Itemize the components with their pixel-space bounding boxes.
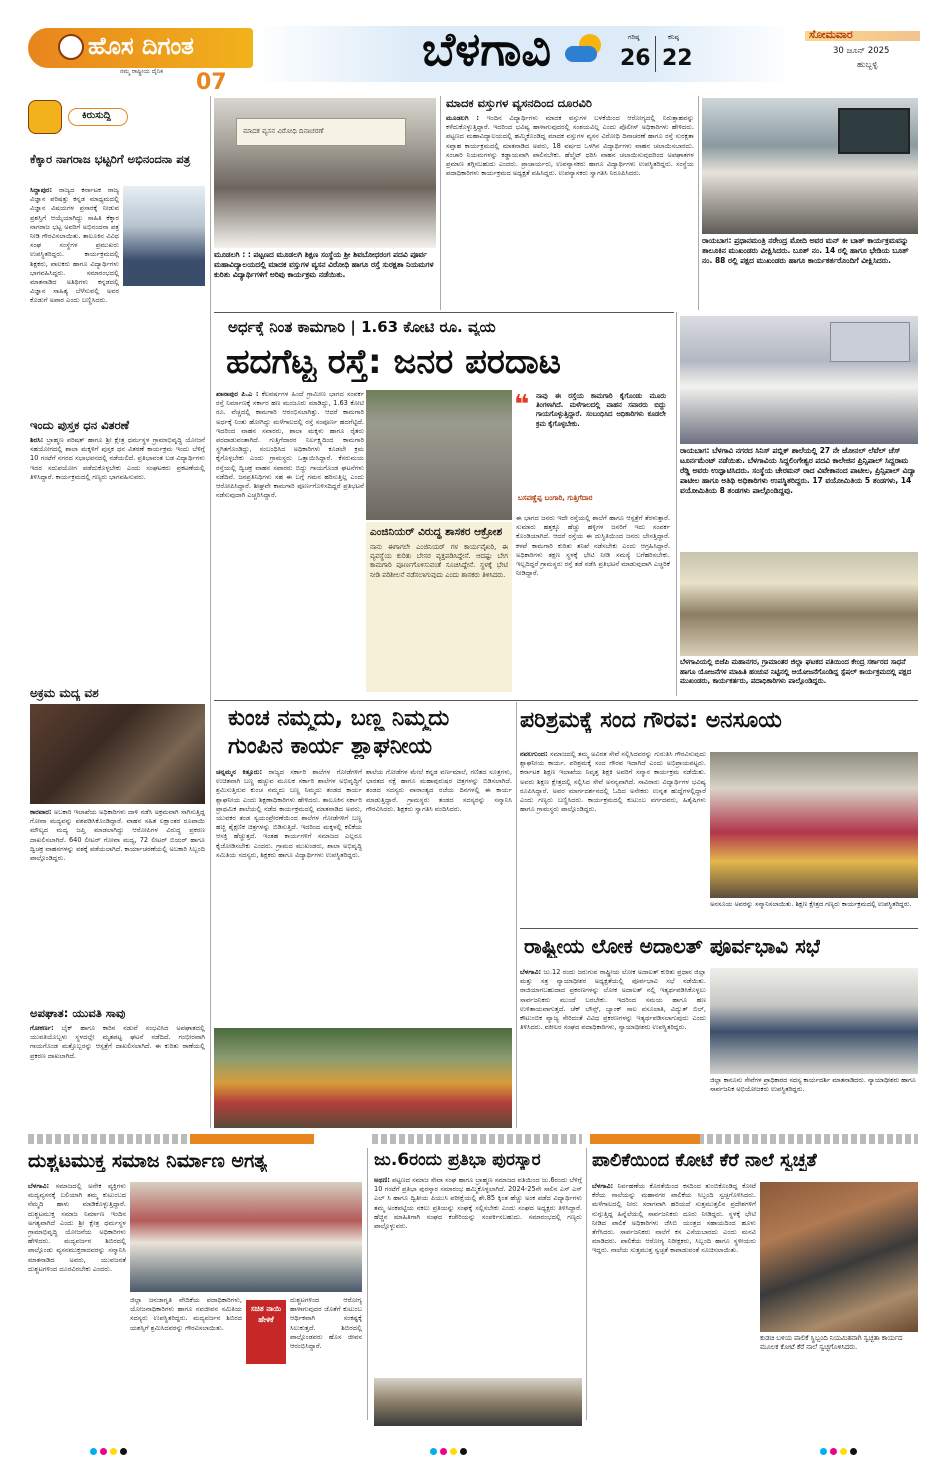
bottom-bar-left-accent bbox=[190, 1134, 314, 1144]
date-block bbox=[805, 28, 925, 80]
temp-min-label: ಕನಿಷ್ಠ bbox=[668, 33, 679, 41]
pratibha-headline: ಜು.6ರಂದು ಪ್ರತಿಭಾ ಪುರಸ್ಕಾರ bbox=[374, 1150, 541, 1170]
kirusuddi-icon bbox=[28, 100, 62, 134]
parishrama-article: ನವಲಗುಂದ: ಸಮಾಜದಲ್ಲಿ ತಮ್ಮ ಅವಿರತ ಸೇವೆ ಸಲ್ಲಿಸಿದವರನ್ನು ಗುರುತಿಸಿ ಗೌರವಿಸುವುದು ಶ್ಲಾಘನೀಯ ಕಾರ್ಯ. ಪರಿಶ್ರಮಕ್ಕೆ ಸಂದ ಗೌರವ ಇದಾಗಿದೆ ಎಂದು ಅಭಿಪ್ರಾಯಪಟ್ಟರು. ಕರ್ನಾಟಕ ಶಿಕ್ಷಣ ಇಲಾಖೆಯ ನಿವೃತ್ತ ಶಿಕ್ಷಕಿ ಅವರಿಗೆ ಸನ್ಮಾನ ಕಾರ್ಯಕ್ರಮ ನಡೆಯಿತು. ಅವರು ಶಿಕ್ಷಣ ಕ್ಷೇತ್ರದಲ್ಲಿ ಸಲ್ಲಿಸಿದ ಸೇವೆ ಅನನ್ಯವಾಗಿದೆ. ಸಾವಿರಾರು ವಿದ್ಯಾರ್ಥಿಗಳ ಭವಿಷ್ಯ ರೂಪಿಸಿದ್ದಾರೆ. ಅವರ ಮಾರ್ಗದರ್ಶನದಲ್ಲಿ ಓದಿದ ಅನೇಕರು ಉನ್ನತ ಹುದ್ದೆಗಳಲ್ಲಿದ್ದಾರೆ ಎಂದು ಗಣ್ಯರು ಬಣ್ಣಿಸಿದರು. ಕಾರ್ಯಕ್ರಮದಲ್ಲಿ ಕುಟುಂಬ ವರ್ಗದವರು, ಹಿತೈಷಿಗಳು ಹಾಗೂ ಗ್ರಾಮಸ್ಥರು ಪಾಲ್ಗೊಂಡಿದ್ದರು. bbox=[520, 750, 706, 814]
temp-max: 26 bbox=[620, 46, 651, 71]
chess-event-photo bbox=[680, 316, 918, 444]
apaghata-article: ಗೋಕರ್ಣ: ಬೈಕ್ ಹಾಗೂ ಕಾರಿನ ನಡುವೆ ಸಂಭವಿಸಿದ ಅಪಘಾತದಲ್ಲಿ ಯುವತಿಯೊಬ್ಬಳು ಸ್ಥಳದಲ್ಲೇ ಮೃತಪಟ್ಟ ಘಟನೆ ನಡೆದಿದೆ. ಗಂಭೀರವಾಗಿ ಗಾಯಗೊಂಡ ಮತ್ತೊಬ್ಬರನ್ನು ಆಸ್ಪತ್ರೆಗೆ ದಾಖಲಿಸಲಾಗಿದೆ. ಈ ಕುರಿತು ಠಾಣೆಯಲ್ಲಿ ಪ್ರಕರಣ ದಾಖಲಾಗಿದೆ. bbox=[30, 1024, 205, 1060]
left-col-divider bbox=[210, 96, 211, 1128]
stage-screen bbox=[830, 322, 910, 362]
bottom-divider-1 bbox=[367, 1148, 368, 1420]
pratibha-article: ಅಥಣಿ: ಪಟ್ಟಣದ ಸಮಾಜ ಸೇವಾ ಸಂಘ ಹಾಗೂ ಬ್ರಾಹ್ಮಣ ಸಮಾಜದ ವತಿಯಿಂದ ಜು.6ರಂದು ಬೆಳಿಗ್ಗೆ 10 ಗಂಟೆಗೆ ಪ್ರತಿಭಾ ಪುರಸ್ಕಾರ ಸಮಾರಂಭ ಹಮ್ಮಿಕೊಳ್ಳಲಾಗಿದೆ. 2024-25ನೇ ಸಾಲಿನ ಎಸ್ ಎಸ್ ಎಲ್ ಸಿ ಹಾಗೂ ದ್ವಿತೀಯ ಪಿಯುಸಿ ಪರೀಕ್ಷೆಯಲ್ಲಿ ಶೇ.85 ಕ್ಕಿಂತ ಹೆಚ್ಚು ಅಂಕ ಪಡೆದ ವಿದ್ಯಾರ್ಥಿಗಳು ತಮ್ಮ ಅಂಕಪಟ್ಟಿಯ ನಕಲು ಪ್ರತಿಯನ್ನು ಸಂಘಕ್ಕೆ ಸಲ್ಲಿಸಬೇಕು ಎಂದು ಸಂಘದ ಅಧ್ಯಕ್ಷರು ತಿಳಿಸಿದ್ದಾರೆ. ಹೆಚ್ಚಿನ ಮಾಹಿತಿಗಾಗಿ ಸಂಘದ ಕಚೇರಿಯನ್ನು ಸಂಪರ್ಕಿಸಬಹುದು. ಸಮಾರಂಭದಲ್ಲಿ ಗಣ್ಯರು ಪಾಲ್ಗೊಳ್ಳುವರು. bbox=[374, 1176, 582, 1231]
color-registration-dots-mid bbox=[430, 1440, 470, 1459]
color-registration-dots-right bbox=[820, 1440, 860, 1459]
bjp-meeting-photo bbox=[680, 552, 918, 656]
moodalagi-caption: ಮೂಡಲಗಿ : : ಪಟ್ಟಣದ ಮೂಡಲಗಿ ಶಿಕ್ಷಣ ಸಂಸ್ಥೆಯ ಶ್ರೀ ಶಿವಬೋಧರಂಗ ಪದವಿ ಪೂರ್ವ ಮಹಾವಿದ್ಯಾಲಯದಲ್ಲಿ ಮಾದಕ ವಸ್ತುಗಳ ವ್ಯಸನ ವಿರೋಧಿ ಹಾಗೂ ರಸ್ತೆ ಸುರಕ್ಷತಾ ನಿಯಮಗಳ ಕುರಿತು ವಿದ್ಯಾರ್ಥಿಗಳಿಗೆ ಅರಿವು ಕಾರ್ಯಕ್ರಮ ನಡೆಯಿತು. bbox=[214, 250, 434, 279]
kirusuddi-title-text: ಕೆಕ್ಕಾರ ನಾಗರಾಜ ಭಟ್ಟರಿಗೆ ಅಭಿನಂದನಾ ಪತ್ರ bbox=[30, 152, 191, 166]
kuncha-headline-2: ಗುಂಪಿನ ಕಾರ್ಯ ಶ್ಲಾಘನೀಯ bbox=[228, 734, 433, 759]
quote-box bbox=[514, 390, 670, 510]
dushchata-article-col3: ದುಶ್ಚಟಗಳಿಂದ ಆರೋಗ್ಯ ಹಾಳಾಗುವುದರ ಜೊತೆಗೆ ಕುಟುಂಬ ಆರ್ಥಿಕವಾಗಿ ಸಂಕಷ್ಟಕ್ಕೆ ಸಿಲುಕುತ್ತದೆ. ಶಿಬಿರದಲ್ಲಿ ಪಾಲ್ಗೊಂಡವರು ಹೊಸ ಜೀವನ ಆರಂಭಿಸಿದ್ದಾರೆ. bbox=[290, 1296, 362, 1351]
akrama-title: ಅಕ್ರಮ ಮದ್ಯ ವಶ bbox=[30, 686, 99, 700]
bjp-meeting-caption: ಬೆಳಗಾವಿಯಲ್ಲಿ ಬಿಜೆಪಿ ಮಹಾನಗರ, ಗ್ರಾಮಾಂತರ ಜಿಲ್ಲಾ ಘಟಕದ ವತಿಯಿಂದ ಕೇಂದ್ರ ಸರ್ಕಾರದ ಸಾಧನೆ ಹಾಗೂ ಯೋಜನೆಗಳ ಮಾಹಿತಿ ಹಂಚುವ ನಿಟ್ಟಿನಲ್ಲಿ ಆಯೋಜನೆಗೊಂಡಿದ್ದ ಸ್ಪೆಷಲ್ ಕಾರ್ಯಕ್ರಮದಲ್ಲಿ ಪಕ್ಷದ ಮುಖಂಡರು, ಕಾರ್ಯಕರ್ತರು, ಪದಾಧಿಕಾರಿಗಳು ಪಾಲ್ಗೊಂಡಿದ್ದರು. bbox=[680, 658, 912, 685]
temp-min: 22 bbox=[662, 46, 693, 71]
brand-logo-icon bbox=[58, 34, 84, 60]
color-registration-dots-left bbox=[90, 1440, 130, 1459]
madaka-article: ಮೂಡಲಗಿ : ಇಂದಿನ ವಿದ್ಯಾರ್ಥಿಗಳು ಮಾದಕ ವಸ್ತುಗಳ ಬಳಕೆಯಿಂದ ಆರೋಗ್ಯದಲ್ಲಿ ನಿರುತ್ಸಾಹವನ್ನು ಕಳೆದುಕೊಳ್ಳುತ್ತಿದ್ದಾರೆ. ಇದರಿಂದ ಭವಿಷ್ಯ ಹಾಳಾಗುವುದರಲ್ಲಿ ಸಂಶಯವಿಲ್ಲ ಎಂದು ಪೊಲೀಸ್ ಅಧಿಕಾರಿಗಳು ಹೇಳಿದರು. ಪಟ್ಟಣದ ಮಹಾವಿದ್ಯಾಲಯದಲ್ಲಿ ಹಮ್ಮಿಕೊಂಡಿದ್ದ ಮಾದಕ ವಸ್ತುಗಳ ವ್ಯಸನ ವಿರೋಧಿ ದಿನಾಚರಣೆ ಹಾಗೂ ರಸ್ತೆ ಸುರಕ್ಷತಾ ಸಪ್ತಾಹ ಕಾರ್ಯಕ್ರಮದಲ್ಲಿ ಮಾತನಾಡಿದ ಅವರು, 18 ವರ್ಷದ ಒಳಗಿನ ವಿದ್ಯಾರ್ಥಿಗಳು ವಾಹನ ಚಲಾಯಿಸಬಾರದು. ಸಂಚಾರಿ ನಿಯಮಗಳನ್ನು ಕಡ್ಡಾಯವಾಗಿ ಪಾಲಿಸಬೇಕು. ಹೆಲ್ಮೆಟ್ ಧರಿಸಿ ವಾಹನ ಚಲಾಯಿಸುವುದರಿಂದ ಅಪಘಾತಗಳ ಪ್ರಮಾಣ ತಗ್ಗಿಸಬಹುದು ಎಂದರು. ಪ್ರಾಚಾರ್ಯರು, ಉಪನ್ಯಾಸಕರು ಹಾಗೂ ವಿದ್ಯಾರ್ಥಿಗಳು ಉಪಸ್ಥಿತರಿದ್ದರು. ಸಂಸ್ಥೆಯ ಪದಾಧಿಕಾರಿಗಳು ಕಾರ್ಯಕ್ರಮದ ಅಧ್ಯಕ್ಷತೆ ವಹಿಸಿದ್ದರು. ಉಪನ್ಯಾಸಕರು ಸ್ವಾಗತಿಸಿ ನಿರೂಪಿಸಿದರು. bbox=[446, 114, 694, 178]
kuncha-group-photo bbox=[214, 1028, 512, 1128]
edition-name: ಬೆಳಗಾವಿ bbox=[422, 22, 552, 76]
kirusuddi-label: ಕಿರುಸುದ್ದಿ bbox=[82, 110, 112, 121]
dushchata-photo bbox=[130, 1182, 362, 1292]
temp-divider bbox=[655, 36, 656, 72]
brand-block bbox=[28, 28, 248, 95]
kirusuddi-article: ಸಿದ್ದಾಪುರ: ರಾಜ್ಯದ ಕರ್ನಾಟಕ ರಾಜ್ಯ ವಿಜ್ಞಾನ ಪರಿಷತ್ತು ಕನ್ನಡ ಮಾಧ್ಯಮದಲ್ಲಿ ವಿಜ್ಞಾನ ವಿಷಯಗಳ ಪ್ರಸಾರಕ್ಕೆ ನೀಡುವ ಪ್ರಶಸ್ತಿಗೆ ಆಯ್ಕೆಯಾಗಿದ್ದು ಸಾಹಿತಿ ಕೆಕ್ಕಾರ ನಾಗರಾಜ ಭಟ್ಟ ಅವರಿಗೆ ಅಭಿನಂದನಾ ಪತ್ರ ನೀಡಿ ಗೌರವಿಸಲಾಯಿತು. ತಾಲೂಕಿನ ವಿವಿಧ ಸಂಘ ಸಂಸ್ಥೆಗಳ ಪ್ರಮುಖರು ಉಪಸ್ಥಿತರಿದ್ದರು. ಕಾರ್ಯಕ್ರಮದಲ್ಲಿ ಶಿಕ್ಷಕರು, ಪಾಲಕರು ಹಾಗೂ ವಿದ್ಯಾರ್ಥಿಗಳು ಭಾಗವಹಿಸಿದ್ದರು. ಸಮಾರಂಭದಲ್ಲಿ ಮಾತನಾಡಿದ ಅತಿಥಿಗಳು ಕನ್ನಡದಲ್ಲಿ ವಿಜ್ಞಾನ ಸಾಹಿತ್ಯ ಬೆಳೆಸುವಲ್ಲಿ ಅವರ ಕೊಡುಗೆ ಅಪಾರ ಎಂದು ಬಣ್ಣಿಸಿದರು. bbox=[30, 186, 205, 416]
top-col-divider-2 bbox=[698, 96, 699, 310]
road-right-divider bbox=[676, 312, 677, 696]
brand-tagline: ನಮ್ಮ ರಾಷ್ಟ್ರೀಯ ದೈನಿಕ bbox=[120, 68, 163, 75]
adalat-headline: ರಾಷ್ಟ್ರೀಯ ಲೋಕ ಅದಾಲತ್ ಪೂರ್ವಭಾವಿ ಸಭೆ bbox=[524, 934, 821, 958]
portrait-photo bbox=[123, 186, 205, 286]
anasuya-felicitation-photo bbox=[710, 752, 918, 898]
raybag-mannkibaat-caption: ರಾಯಬಾಗ: ಪ್ರಧಾನಮಂತ್ರಿ ನರೇಂದ್ರ ಮೋದಿ ಅವರ ಮನ್ ಕೀ ಬಾತ್ ಕಾರ್ಯಕ್ರಮವನ್ನು ತಾಲೂಕಿನ ಮುಖಂಡರು ವೀಕ್ಷಿಸಿದರು. ಬೂತ್ ನಂ. 14 ರಲ್ಲಿ ಹಾಗೂ ಭೇಡಿಯ ಬೂತ್ ನಂ. 88 ರಲ್ಲಿ ಪಕ್ಷದ ಮುಖಂಡರು ಹಾಗೂ ಕಾರ್ಯಕರ್ತರೊಂದಿಗೆ ವೀಕ್ಷಿಸಿದರು. bbox=[702, 236, 909, 265]
palike-article: ಬೆಳಗಾವಿ: ನಿರ್ವಹಣೆಯ ಕೊರತೆಯಿಂದ ಕಸದಿಂದ ತುಂಬಿಕೊಂಡಿದ್ದ ಕೋಟೆ ಕೆರೆಯ ನಾಲೆಯನ್ನು ಮಹಾನಗರ ಪಾಲಿಕೆಯ ಸಿಬ್ಬಂದಿ ಸ್ವಚ್ಛಗೊಳಿಸಿದರು. ಮಳೆಗಾಲದಲ್ಲಿ ನೀರು ಸರಾಗವಾಗಿ ಹರಿಯದೆ ಸುತ್ತಮುತ್ತಲಿನ ಪ್ರದೇಶಗಳಿಗೆ ನುಗ್ಗುತ್ತಿದ್ದ ಹಿನ್ನೆಲೆಯಲ್ಲಿ ಸಾರ್ವಜನಿಕರು ದೂರು ನೀಡಿದ್ದರು. ಸ್ಥಳಕ್ಕೆ ಭೇಟಿ ನೀಡಿದ ಪಾಲಿಕೆ ಅಧಿಕಾರಿಗಳು ಜೆಸಿಬಿ ಯಂತ್ರದ ಸಹಾಯದಿಂದ ಹೂಳು ತೆಗೆಸಿದರು. ಸಾರ್ವಜನಿಕರು ನಾಲೆಗೆ ಕಸ ಎಸೆಯಬಾರದು ಎಂದು ಮನವಿ ಮಾಡಿದರು. ಪಾಲಿಕೆಯ ಆರೋಗ್ಯ ನಿರೀಕ್ಷಕರು, ಸಿಬ್ಬಂದಿ ಹಾಗೂ ಸ್ಥಳೀಯರು ಇದ್ದರು. ನಾಲೆಯ ಸುತ್ತಮುತ್ತ ಸ್ವಚ್ಛತೆ ಕಾಪಾಡುವಂತೆ ಸೂಚಿಸಲಾಯಿತು. bbox=[592, 1182, 756, 1255]
quote-author: ಬಸವಣ್ಣೆಪ್ಪ ಬಂಗಾರಿ, ಗುತ್ತಿಗೆದಾರ bbox=[518, 494, 593, 502]
kuncha-article-col2: ಶಾಲೆಯ ಗೋಡೆಗಳ ಮೇಲೆ ಕನ್ನಡ ವರ್ಣಮಾಲೆ, ಗಣಿತದ ಸೂತ್ರಗಳು, ಭಾರತದ ನಕ್ಷೆ ಹಾಗೂ ಮಹಾಪುರುಷರ ಚಿತ್ರಗಳನ್ನು ಬಿಡಿಸಲಾಗಿದೆ. ತಂಡದ ಸದಸ್ಯರು ವಾರಾಂತ್ಯದ ರಜೆಯ ದಿನಗಳಲ್ಲಿ ಈ ಕಾರ್ಯ ಮಾಡುತ್ತಿದ್ದಾರೆ. ಗ್ರಾಮಸ್ಥರು ತಂಡದ ಸದಸ್ಯರನ್ನು ಸನ್ಮಾನಿಸಿ ಗೌರವಿಸಿದರು. ಶಿಕ್ಷಕರು ಸ್ವಾಗತಿಸಿ ವಂದಿಸಿದರು. bbox=[366, 768, 512, 813]
road-headline: ಹದಗೆಟ್ಟ ರಸ್ತೆ: ಜನರ ಪರದಾಟ bbox=[226, 342, 562, 382]
mid-col-divider bbox=[516, 702, 517, 1128]
raybag-mannkibaat-photo bbox=[702, 98, 918, 234]
brand-name: ಹೊಸ ದಿಗಂತ bbox=[88, 32, 194, 60]
pustaka-title: ಇಂದು ಪುಸ್ತಕ ಧನ ವಿತರಣೆ bbox=[30, 418, 130, 432]
sachita-badge-text: ಸಚಿತ ನಾಯಿ ಹೇಳಿಕೆ bbox=[250, 1304, 282, 1324]
anasuya-caption: ಅನಸೂಯ ಅವರನ್ನು ಸನ್ಮಾನಿಸಲಾಯಿತು. ಶಿಕ್ಷಣ ಕ್ಷೇತ್ರದ ಗಣ್ಯರು ಕಾರ್ಯಕ್ರಮದಲ್ಲಿ ಉಪಸ್ಥಿತರಿದ್ದರು. bbox=[710, 900, 912, 908]
damaged-road-photo bbox=[366, 390, 512, 520]
pustaka-article: ಶಿರಸಿ: ಬ್ರಾಹ್ಮಣ ಪರಿಷತ್ ಹಾಗೂ ಶ್ರೀ ಕ್ಷೇತ್ರ ಧರ್ಮಸ್ಥಳ ಗ್ರಾಮಾಭಿವೃದ್ಧಿ ಯೋಜನೆ ಸಹಯೋಗದಲ್ಲಿ ಶಾಲಾ ಮಕ್ಕಳಿಗೆ ಪುಸ್ತಕ ಧನ ವಿತರಣೆ ಕಾರ್ಯಕ್ರಮ ಇಂದು ಬೆಳಿಗ್ಗೆ 10 ಗಂಟೆಗೆ ನಗರದ ಸಭಾಭವನದಲ್ಲಿ ನಡೆಯಲಿದೆ. ಪ್ರತಿಭಾವಂತ ಬಡ ವಿದ್ಯಾರ್ಥಿಗಳು ಇದರ ಸದುಪಯೋಗ ಪಡೆದುಕೊಳ್ಳಬೇಕು ಎಂದು ಸಂಘಟಕರು ಪ್ರಕಟಣೆಯಲ್ಲಿ ತಿಳಿಸಿದ್ದಾರೆ. ಕಾರ್ಯಕ್ರಮದಲ್ಲಿ ಗಣ್ಯರು ಭಾಗವಹಿಸುವರು. bbox=[30, 436, 205, 481]
kuncha-article-col1: ಚನ್ನಮ್ಮನ ಕಿತ್ತೂರು: ರಾಜ್ಯದ ಸರ್ಕಾರಿ ಶಾಲೆಗಳ ಗೋಡೆಗಳಿಗೆ ಉಚಿತವಾಗಿ ಬಣ್ಣ ಹಚ್ಚುವ ಮೂಲಕ ಸರ್ಕಾರಿ ಶಾಲೆಗಳ ಅಭಿವೃದ್ಧಿಗೆ ಶ್ರಮಿಸುತ್ತಿರುವ ಕುಂಚ ನಮ್ಮದು ಬಣ್ಣ ನಿಮ್ಮದು ತಂಡದ ಕಾರ್ಯ ಶ್ಲಾಘನೀಯ ಎಂದು ಶಿಕ್ಷಣಾಧಿಕಾರಿಗಳು ಹೇಳಿದರು. ತಾಲೂಕಿನ ಸರ್ಕಾರಿ ಪ್ರಾಥಮಿಕ ಶಾಲೆಯಲ್ಲಿ ನಡೆದ ಕಾರ್ಯಕ್ರಮದಲ್ಲಿ ಮಾತನಾಡಿದ ಅವರು, ಯುವಕರ ತಂಡ ಸ್ವಯಂಪ್ರೇರಣೆಯಿಂದ ಶಾಲೆಗಳ ಗೋಡೆಗಳಿಗೆ ಬಣ್ಣ ಹಚ್ಚಿ ಶೈಕ್ಷಣಿಕ ಚಿತ್ರಗಳನ್ನು ಬಿಡಿಸುತ್ತಿದೆ. ಇದರಿಂದ ಮಕ್ಕಳಲ್ಲಿ ಕಲಿಕೆಯ ಆಸಕ್ತಿ ಹೆಚ್ಚುತ್ತದೆ. ಇಂತಹ ಕಾರ್ಯಗಳಿಗೆ ಸಮಾಜದ ಎಲ್ಲರೂ ಕೈಜೋಡಿಸಬೇಕು ಎಂದರು. ಗ್ರಾಮದ ಮುಖಂಡರು, ಶಾಲಾ ಅಭಿವೃದ್ಧಿ ಸಮಿತಿಯ ಸದಸ್ಯರು, ಶಿಕ್ಷಕರು ಹಾಗೂ ವಿದ್ಯಾರ್ಥಿಗಳು ಉಪಸ್ಥಿತರಿದ್ದರು. bbox=[216, 768, 362, 859]
kirusuddi-header bbox=[28, 100, 208, 140]
page-number: 07 bbox=[196, 70, 227, 95]
temp-max-label: ಗರಿಷ್ಠ bbox=[628, 33, 640, 41]
drain-caption: ಕುಡಚಿ ಬಳಿಯ ಪಾಲಿಕೆ ಸ್ಥಿಬ್ಬಂದಿ ನಿಯಮಿತವಾಗಿ ಸ್ವಚ್ಛತಾ ಕಾರ್ಯದ ಮೂಲಕ ಕೋಟೆ ಕೆರೆ ನಾಲೆ ಸ್ವಚ್ಛಗೊಳಿಸಿದರು. bbox=[760, 1334, 903, 1351]
kuncha-headline-1: ಕುಂಚ ನಮ್ಮದು, ಬಣ್ಣ ನಿಮ್ಮದು bbox=[228, 706, 450, 731]
top-col-divider-1 bbox=[440, 96, 441, 310]
apaghata-title: ಅಪಘಾತ: ಯುವತಿ ಸಾವು bbox=[30, 1006, 126, 1020]
engineer-box-body: ನಾನು ಈಗಾಗಲೇ ಎಂಜಿನಿಯರ್ ಗಳ ಕಾರ್ಯವೈಖರಿ, ಈ ವ್ಯವಸ್ಥೆಯ ಕುರಿತು ಬೇಸರ ವ್ಯಕ್ತಪಡಿಸಿದ್ದೇನೆ. ಆದಷ್ಟು ಬೇಗ ಕಾಮಗಾರಿ ಪೂರ್ಣಗೊಳಿಸುವಂತೆ ಸೂಚಿಸಿದ್ದೇನೆ. ಸ್ಥಳಕ್ಕೆ ಭೇಟಿ ನೀಡಿ ಪರಿಶೀಲನೆ ನಡೆಸಲಾಗುವುದು ಎಂದು ಶಾಸಕರು ತಿಳಿಸಿದರು. bbox=[370, 543, 508, 579]
date-text: 30 ಜೂನ್ 2025 bbox=[833, 46, 890, 56]
moodalagi-photo bbox=[214, 98, 436, 248]
road-kicker: ಅರ್ಧಕ್ಕೆ ನಿಂತ ಕಾಮಗಾರಿ | 1.63 ಕೋಟಿ ರೂ. ವ್ಯಯ bbox=[228, 318, 496, 336]
mid-row-rule bbox=[214, 700, 918, 701]
road-article-col1: ಖಾನಾಪುರ ಪಿ.ಎ : ಕೆಲವರ್ಷಗಳ ಹಿಂದೆ ಗ್ರಾಮೀಣ ಭಾಗದ ಸಂಪರ್ಕ ರಸ್ತೆ ನಿರ್ಮಾಣಕ್ಕೆ ಸರ್ಕಾರ ಹಣ ಮಂಜೂರು ಮಾಡಿದ್ದು, 1.63 ಕೋಟಿ ರೂ. ವೆಚ್ಚದಲ್ಲಿ ಕಾಮಗಾರಿ ಆರಂಭಿಸಲಾಗಿತ್ತು. ಆದರೆ ಕಾಮಗಾರಿ ಅರ್ಧಕ್ಕೆ ನಿಂತು ಹೋಗಿದ್ದು ಮಳೆಗಾಲದಲ್ಲಿ ರಸ್ತೆ ಸಂಪೂರ್ಣ ಹದಗೆಟ್ಟಿದೆ. ಇದರಿಂದ ವಾಹನ ಸವಾರರು, ಶಾಲಾ ಮಕ್ಕಳು ಹಾಗೂ ರೈತರು ಪರದಾಡುವಂತಾಗಿದೆ. ಗುತ್ತಿಗೆದಾರರ ನಿರ್ಲಕ್ಷ್ಯದಿಂದ ಕಾಮಗಾರಿ ಸ್ಥಗಿತಗೊಂಡಿದ್ದು, ಸಂಬಂಧಿಸಿದ ಅಧಿಕಾರಿಗಳು ಕೂಡಲೇ ಕ್ರಮ ಕೈಗೊಳ್ಳಬೇಕು ಎಂದು ಗ್ರಾಮಸ್ಥರು ಒತ್ತಾಯಿಸಿದ್ದಾರೆ. ಕೆಸರುಮಯ ರಸ್ತೆಯಲ್ಲಿ ದ್ವಿಚಕ್ರ ವಾಹನ ಸವಾರರು ಬಿದ್ದು ಗಾಯಗೊಂಡ ಘಟನೆಗಳು ನಡೆದಿವೆ. ಜನಪ್ರತಿನಿಧಿಗಳು ಸಹ ಈ ಬಗ್ಗೆ ಗಮನ ಹರಿಸುತ್ತಿಲ್ಲ ಎಂದು ಆರೋಪಿಸಿದ್ದಾರೆ. ಶೀಘ್ರವೇ ಕಾಮಗಾರಿ ಪೂರ್ಣಗೊಳಿಸದಿದ್ದರೆ ಪ್ರತಿಭಟನೆ ನಡೆಸುವುದಾಗಿ ಎಚ್ಚರಿಸಿದ್ದಾರೆ. bbox=[216, 390, 364, 500]
quote-mark-icon: ❝ bbox=[514, 390, 530, 420]
dushchata-article-col2: ಜಿಲ್ಲಾ ಜನಜಾಗೃತಿ ವೇದಿಕೆಯ ಪದಾಧಿಕಾರಿಗಳು, ಯೋಜನಾಧಿಕಾರಿಗಳು ಹಾಗೂ ನವಜೀವನ ಸಮಿತಿಯ ಸದಸ್ಯರು ಉಪಸ್ಥಿತರಿದ್ದರು. ಮದ್ಯವರ್ಜನ ಶಿಬಿರದ ಯಶಸ್ಸಿಗೆ ಶ್ರಮಿಸಿದವರನ್ನು ಗೌರವಿಸಲಾಯಿತು. bbox=[130, 1296, 242, 1332]
adalat-article: ಬೆಳಗಾವಿ: ಜು.12 ರಂದು ಜರುಗುವ ರಾಷ್ಟ್ರೀಯ ಲೋಕ ಅದಾಲತ್ ಕುರಿತು ಪ್ರಧಾನ ಜಿಲ್ಲಾ ಮತ್ತು ಸತ್ರ ನ್ಯಾಯಾಧೀಶರ ಅಧ್ಯಕ್ಷತೆಯಲ್ಲಿ ಪೂರ್ವಭಾವಿ ಸಭೆ ನಡೆಯಿತು. ರಾಜಿಯಾಗಬಹುದಾದ ಪ್ರಕರಣಗಳನ್ನು ಲೋಕ ಅದಾಲತ್ ನಲ್ಲಿ ಇತ್ಯರ್ಥಪಡಿಸಿಕೊಳ್ಳಲು ಸಾರ್ವಜನಿಕರು ಮುಂದೆ ಬರಬೇಕು. ಇದರಿಂದ ಸಮಯ ಹಾಗೂ ಹಣ ಉಳಿತಾಯವಾಗುತ್ತದೆ. ಚೆಕ್ ಬೌನ್ಸ್, ಬ್ಯಾಂಕ್ ಸಾಲ ವಸೂಲಾತಿ, ವಿದ್ಯುತ್ ಬಿಲ್, ಕೌಟುಂಬಿಕ ವ್ಯಾಜ್ಯ ಸೇರಿದಂತೆ ವಿವಿಧ ಪ್ರಕರಣಗಳನ್ನು ಇತ್ಯರ್ಥಪಡಿಸಲಾಗುವುದು ಎಂದು ತಿಳಿಸಿದರು. ವಕೀಲರ ಸಂಘದ ಪದಾಧಿಕಾರಿಗಳು, ನ್ಯಾಯಾಧೀಶರು ಉಪಸ್ಥಿತರಿದ್ದರು. bbox=[520, 968, 706, 1032]
liquor-photo bbox=[30, 704, 205, 804]
adalat-caption: ಜಿಲ್ಲಾ ಕಾನೂನು ಸೇವೆಗಳ ಪ್ರಾಧಿಕಾರದ ಸದಸ್ಯ ಕಾರ್ಯದರ್ಶಿ ಮಾತನಾಡಿದರು. ನ್ಯಾಯಾಧೀಶರು ಹಾಗೂ ಸಾರ್ವಜನಿಕ ಅಭಿಯೋಜಕರು ಉಪಸ್ಥಿತರಿದ್ದರು. bbox=[710, 1076, 916, 1093]
road-article-col3: ಈ ಭಾಗದ ಜನರು ಇದೇ ರಸ್ತೆಯಲ್ಲಿ ಶಾಲೆಗೆ ಹಾಗೂ ಆಸ್ಪತ್ರೆಗೆ ತೆರಳುತ್ತಾರೆ. ಸುಮಾರು ಹತ್ತಕ್ಕೂ ಹೆಚ್ಚು ಹಳ್ಳಿಗಳ ಜನರಿಗೆ ಇದು ಸಂಪರ್ಕ ಕೊಂಡಿಯಾಗಿದೆ. ಆದರೆ ರಸ್ತೆಯ ಈ ದುಸ್ಥಿತಿಯಿಂದ ಜನರು ಬೇಸತ್ತಿದ್ದಾರೆ. ಕಳಪೆ ಕಾಮಗಾರಿ ಕುರಿತು ತನಿಖೆ ನಡೆಸಬೇಕು ಎಂದು ಆಗ್ರಹಿಸಿದ್ದಾರೆ. ಅಧಿಕಾರಿಗಳು ತಕ್ಷಣ ಸ್ಥಳಕ್ಕೆ ಭೇಟಿ ನೀಡಿ ಸಮಸ್ಯೆ ಬಗೆಹರಿಸಬೇಕು. ಇಲ್ಲದಿದ್ದರೆ ಗ್ರಾಮಸ್ಥರು ರಸ್ತೆ ತಡೆ ನಡೆಸಿ ಪ್ರತಿಭಟನೆ ಮಾಡುವುದಾಗಿ ಎಚ್ಚರಿಕೆ ನೀಡಿದ್ದಾರೆ. bbox=[516, 514, 670, 578]
bottom-bar-right-accent bbox=[590, 1134, 700, 1144]
tv-screen bbox=[838, 108, 910, 154]
akrama-article: ಕಾರವಾರ: ಅಬಕಾರಿ ಇಲಾಖೆಯ ಅಧಿಕಾರಿಗಳು ದಾಳಿ ನಡೆಸಿ ಅಕ್ರಮವಾಗಿ ಸಾಗಿಸುತ್ತಿದ್ದ ಗೋವಾ ಮದ್ಯವನ್ನು ವಶಪಡಿಸಿಕೊಂಡಿದ್ದಾರೆ. ವಾಹನ ಸಹಿತ ಲಕ್ಷಾಂತರ ರೂಪಾಯಿ ಮೌಲ್ಯದ ಮದ್ಯ ಜಪ್ತಿ ಮಾಡಲಾಗಿದ್ದು ಆರೋಪಿಗಳ ವಿರುದ್ಧ ಪ್ರಕರಣ ದಾಖಲಿಸಲಾಗಿದೆ. 640 ಲೀಟರ್ ಗೋವಾ ಮದ್ಯ, 72 ಲೀಟರ್ ಬಿಯರ್ ಹಾಗೂ ದ್ವಿಚಕ್ರ ವಾಹನಗಳನ್ನು ವಶಕ್ಕೆ ಪಡೆಯಲಾಗಿದೆ. ಕಾರ್ಯಾಚರಣೆಯಲ್ಲಿ ಅಬಕಾರಿ ಸಿಬ್ಬಂದಿ ಪಾಲ್ಗೊಂಡಿದ್ದರು. bbox=[30, 808, 205, 863]
engineer-box bbox=[366, 522, 512, 692]
weather-icon bbox=[565, 34, 603, 64]
adalat-meeting-photo bbox=[710, 968, 918, 1074]
quote-text: ನಾವು ಈ ರಸ್ತೆಯ ಕಾಮಗಾರಿ ಕೈಗೊಂಡು ಮೂರು ತಿಂಗಳಾಗಿದೆ. ಮಳೆಗಾಲದಲ್ಲಿ ವಾಹನ ಸವಾರರು ಬಿದ್ದು ಗಾಯಗೊಳ್ಳುತ್ತಿದ್ದಾರೆ. ಸಂಬಂಧಿಸಿದ ಅಧಿಕಾರಿಗಳು ಕೂಡಲೇ ಕ್ರಮ ಕೈಗೊಳ್ಳಬೇಕು. bbox=[536, 392, 666, 428]
chess-event-caption: ರಾಯಬಾಗ: ಬೆಳಗಾವಿ ನಗರದ ಸಿನಿಸ್ ಪಬ್ಲಿಕ್ ಶಾಲೆಯಲ್ಲಿ 27 ನೇ ಜೋನಲ್ ಲೆವೆಲ್ ಚೆಸ್ ಟೂರ್ನಮೆಂಟ್ ನಡೆಯಿತು. ಬೆಳಗಾವಿಯ ಸಿದ್ದಲಿಂಗೇಶ್ವರ ಪದವಿ ಕಾಲೇಜಿನ ಪ್ರಿನ್ಸಿಪಾಲ್ ಸಿದ್ದರಾಮ ರೆಡ್ಡಿ ಅವರು ಉದ್ಘಾಟಿಸಿದರು. ಸಂಸ್ಥೆಯ ಚೇರಮನ್ ರಾದ ವಿವೇಕಾನಂದ ಪಾಟೀಲ, ಪ್ರಿನ್ಸಿಪಾಲ್ ವಿದ್ಯಾ ಪಾಟೀಲ ಹಾಗೂ ಅತಿಥಿ ಅಧಿಕಾರಿಗಳು ಉಪಸ್ಥಿತರಿದ್ದರು. 17 ವಯೋಮಿತಿಯ 5 ತಂಡಗಳು, 14 ವಯೋಮಿತಿಯ 8 ತಂಡಗಳು ಪಾಲ್ಗೊಂಡಿದ್ದವು. bbox=[680, 446, 916, 495]
pratibha-photo bbox=[374, 1378, 582, 1426]
engineer-box-title: ಎಂಜಿನಿಯರ್ ವಿರುದ್ಧ ಶಾಸಕರ ಆಕ್ರೋಶ bbox=[370, 526, 503, 538]
adalat-rule bbox=[520, 928, 918, 929]
dushchata-headline: ದುಶ್ಚಟಮುಕ್ತ ಸಮಾಜ ನಿರ್ಮಾಣ ಅಗತ್ಯ bbox=[28, 1150, 267, 1172]
sachita-badge bbox=[246, 1300, 286, 1364]
dushchata-article-col1: ಬೆಳಗಾವಿ: ಸಮಾಜದಲ್ಲಿ ಅನೇಕ ವ್ಯಕ್ತಿಗಳು ಮದ್ಯವ್ಯಸನಕ್ಕೆ ಬಲಿಯಾಗಿ ತಮ್ಮ ಕುಟುಂಬದ ನೆಮ್ಮದಿ ಹಾಳು ಮಾಡಿಕೊಳ್ಳುತ್ತಿದ್ದಾರೆ. ದುಶ್ಚಟಮುಕ್ತ ಸಮಾಜ ನಿರ್ಮಾಣ ಇಂದಿನ ಅಗತ್ಯವಾಗಿದೆ ಎಂದು ಶ್ರೀ ಕ್ಷೇತ್ರ ಧರ್ಮಸ್ಥಳ ಗ್ರಾಮಾಭಿವೃದ್ಧಿ ಯೋಜನೆಯ ಅಧಿಕಾರಿಗಳು ಹೇಳಿದರು. ಮದ್ಯವರ್ಜನ ಶಿಬಿರದಲ್ಲಿ ಪಾಲ್ಗೊಂಡು ವ್ಯಸನಮುಕ್ತರಾದವರನ್ನು ಸನ್ಮಾನಿಸಿ ಮಾತನಾಡಿದ ಅವರು, ಯುವಜನತೆ ದುಶ್ಚಟಗಳಿಂದ ದೂರವಿರಬೇಕು ಎಂದರು. bbox=[28, 1182, 126, 1273]
bottom-bar-mid bbox=[372, 1134, 582, 1144]
city-name: ಹುಬ್ಬಳ್ಳಿ bbox=[857, 60, 878, 70]
day-name: ಸೋಮವಾರ bbox=[809, 28, 853, 41]
madaka-title: ಮಾದಕ ವಸ್ತುಗಳ ವ್ಯಸನದಿಂದ ದೂರವಿರಿ bbox=[446, 96, 592, 110]
stage-banner: ಮಾದಕ ವ್ಯಸನ ವಿರೋಧಿ ದಿನಾಚರಣೆ bbox=[236, 118, 406, 146]
palike-headline: ಪಾಲಿಕೆಯಿಂದ ಕೋಟೆ ಕೆರೆ ನಾಲೆ ಸ್ವಚ್ಛತೆ bbox=[592, 1150, 817, 1171]
drain-photo bbox=[760, 1182, 918, 1332]
masthead bbox=[0, 0, 945, 95]
kirusuddi-title bbox=[30, 152, 205, 167]
parishrama-headline: ಪರಿಶ್ರಮಕ್ಕೆ ಸಂದ ಗೌರವ: ಅನಸೂಯ bbox=[520, 708, 782, 733]
bottom-divider-2 bbox=[586, 1148, 587, 1420]
road-top-rule bbox=[214, 312, 674, 313]
